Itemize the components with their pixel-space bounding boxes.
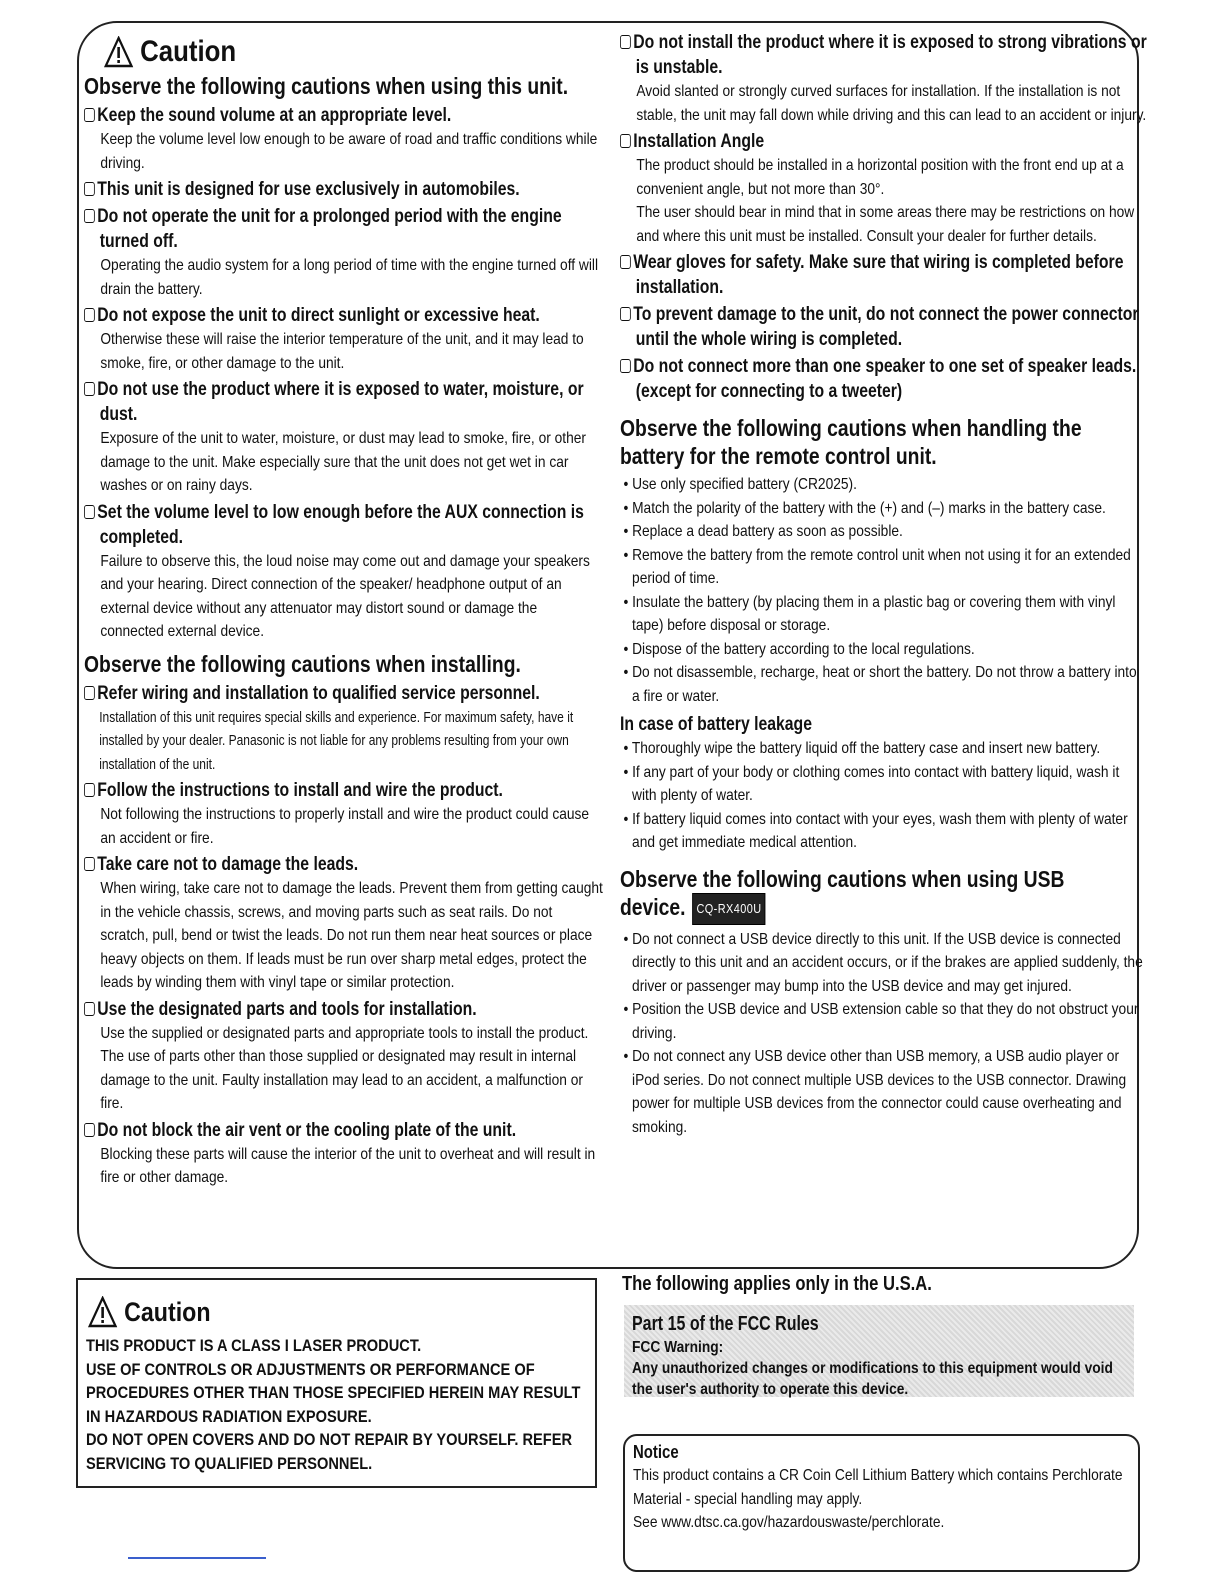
checkbox-bullet-icon	[84, 209, 95, 223]
checkbox-bullet-icon	[84, 1123, 95, 1137]
list-item: • Replace a dead battery as soon as possible.	[623, 523, 903, 540]
battery-list	[620, 473, 1135, 708]
checkbox-bullet-icon	[84, 182, 95, 196]
caution-item	[620, 250, 1135, 300]
checkbox-bullet-icon	[84, 505, 95, 519]
laser-line: THIS PRODUCT IS A CLASS I LASER PRODUCT.	[86, 1336, 422, 1355]
item-body: The product should be installed in a horizontal position with the front end up at a convenient angle, but not more than 30°.	[636, 157, 1124, 198]
item-body: Exposure of the unit to water, moisture, or dust may lead to smoke, fire, or other damage to the unit. Make especially sure that the unit does not get wet in car washes or on rainy days.	[100, 430, 586, 494]
caution-item	[84, 177, 589, 202]
item-body: Avoid slanted or strongly curved surfaces for installation. If the installation is not stable, the unit may fall down while driving and this can lead to an accident or injury.	[636, 83, 1147, 124]
left-column	[84, 34, 603, 1192]
list-item: • Do not disassemble, recharge, heat or short the battery. Do not throw a battery into a fire or water.	[623, 664, 1137, 705]
checkbox-bullet-icon	[84, 308, 95, 322]
divider	[128, 1557, 266, 1559]
caution-item	[620, 30, 1147, 127]
notice-box	[623, 1434, 1140, 1572]
fcc-warning-label: FCC Warning:	[632, 1339, 724, 1356]
item-body: Blocking these parts will cause the interior of the unit to overheat and will result in fire or other damage.	[100, 1145, 596, 1186]
caution-item	[620, 302, 1139, 352]
item-heading: Installation Angle	[633, 131, 765, 152]
caution-item	[84, 681, 589, 777]
leakage-heading: In case of battery leakage	[620, 714, 812, 735]
checkbox-bullet-icon	[620, 35, 631, 49]
usa-section	[622, 1272, 1137, 1397]
checkbox-bullet-icon	[620, 134, 631, 148]
checkbox-bullet-icon	[620, 307, 631, 321]
item-heading: Follow the instructions to install and wire the product.	[97, 780, 503, 801]
checkbox-bullet-icon	[84, 382, 95, 396]
laser-caution-title: Caution	[124, 1297, 211, 1327]
checkbox-bullet-icon	[84, 108, 95, 122]
laser-line: DO NOT OPEN COVERS AND DO NOT REPAIR BY YOURSELF. REFER SERVICING TO QUALIFIED PERSONNEL.	[86, 1430, 573, 1473]
item-body: Not following the instructions to properly install and wire the product could cause an accident or fire.	[100, 806, 590, 847]
right-column	[620, 30, 1147, 1143]
caution-title: Caution	[140, 35, 237, 68]
item-heading: Do not use the product where it is exposed to water, moisture, or dust.	[97, 379, 584, 425]
list-item: • Dispose of the battery according to the local regulations.	[623, 640, 975, 658]
warning-triangle-icon	[88, 1296, 117, 1328]
item-body: Installation of this unit requires special skills and experience. For maximum safety, have it installed by your dealer. Panasonic is not liable for any problems resulting from your own installation of the unit.	[99, 708, 574, 773]
item-body: Keep the volume level low enough to be aware of road and traffic conditions while driving.	[100, 131, 598, 172]
checkbox-bullet-icon	[620, 255, 631, 269]
list-item: • Match the polarity of the battery with the (+) and (–) marks in the battery case.	[623, 499, 1106, 517]
item-body: Failure to observe this, the loud noise may come out and damage your speakers and your hearing. Direct connection of the speaker/ headphone output of an external device without any attenuator may distort sound or damage the connected external device.	[100, 552, 590, 640]
item-body: Use the supplied or designated parts and appropriate tools to install the product. The use of parts other than those supplied or designated may result in internal damage to the unit. Faulty installation may lead to an accident, a malfunction or fire.	[100, 1024, 589, 1112]
leakage-list	[620, 737, 1135, 855]
fcc-warning-text: Any unauthorized changes or modifications to this equipment would void the user's authority to operate this device.	[632, 1360, 1113, 1398]
item-heading: Take care not to damage the leads.	[97, 854, 359, 875]
usb-list	[620, 928, 1143, 1140]
notice-url: See www.dtsc.ca.gov/hazardouswaste/perchlorate.	[633, 1514, 945, 1531]
item-heading: Do not connect more than one speaker to one set of speaker leads. (except for connecting to a tweeter)	[633, 356, 1137, 402]
list-item: • Do not connect a USB device directly to this unit. If the USB device is connected directly to this unit and an accident occurs, or if the brakes are applied suddenly, the driver or passenger may bump into the USB device and may get injured.	[623, 930, 1143, 995]
using-heading: Observe the following cautions when using this unit.	[84, 73, 569, 99]
model-badge: CQ-RX400U	[692, 893, 765, 925]
caution-item	[620, 354, 1135, 404]
item-body: Otherwise these will raise the interior temperature of the unit, and it may lead to smoke, fire, or other damage to the unit.	[100, 331, 584, 372]
item-heading: Do not install the product where it is exposed to strong vibrations or is unstable.	[633, 32, 1147, 78]
item-heading: Do not block the air vent or the cooling plate of the unit.	[97, 1119, 517, 1141]
list-item: • If battery liquid comes into contact with your eyes, wash them with plenty of water and get immediate medical attention.	[623, 810, 1128, 851]
battery-heading: Observe the following cautions when handling the battery for the remote control unit.	[620, 415, 1082, 469]
usb-heading: Observe the following cautions when using USB device. CQ-RX400U	[620, 865, 1135, 925]
item-heading: Wear gloves for safety. Make sure that wiring is completed before installation.	[633, 252, 1124, 298]
notice-line: This product contains a CR Coin Cell Lithium Battery which contains Perchlorate Material - special handling may apply.	[633, 1467, 1123, 1508]
caution-item	[84, 997, 589, 1116]
caution-item	[84, 303, 589, 375]
list-item: • Use only specified battery (CR2025).	[623, 476, 857, 493]
fcc-box	[624, 1305, 1134, 1397]
item-heading: Do not expose the unit to direct sunlight or excessive heat.	[97, 305, 540, 326]
item-body: The user should bear in mind that in some areas there may be restrictions on how and where this unit must be installed. Consult your dealer for further details.	[636, 204, 1135, 245]
item-heading: Do not operate the unit for a prolonged period with the engine turned off.	[97, 206, 562, 252]
item-heading: This unit is designed for use exclusively in automobiles.	[97, 179, 520, 200]
notice-title: Notice	[633, 1442, 679, 1462]
laser-caution-box	[76, 1278, 597, 1488]
caution-item	[84, 103, 598, 175]
item-heading: Set the volume level to low enough before the AUX connection is completed.	[97, 501, 584, 548]
item-heading: Use the designated parts and tools for installation.	[97, 998, 477, 1020]
item-body: Operating the audio system for a long period of time with the engine turned off will drain the battery.	[100, 257, 599, 298]
item-heading: To prevent damage to the unit, do not connect the power connector until the whole wiring is completed.	[633, 304, 1139, 350]
caution-item	[84, 204, 599, 301]
caution-item	[84, 500, 589, 644]
laser-caution-heading	[88, 1294, 517, 1330]
list-item: • Thoroughly wipe the battery liquid off the battery case and insert new battery.	[623, 740, 1101, 757]
warning-triangle-icon	[104, 36, 133, 68]
caution-item	[84, 778, 589, 850]
caution-item	[84, 852, 603, 995]
checkbox-bullet-icon	[620, 359, 631, 373]
list-item: • Do not connect any USB device other than USB memory, a USB audio player or iPod series. Do not connect multiple USB devices to the USB connector. Drawing power for multiple USB devices from the connector could cause overheating and smoking.	[623, 1048, 1127, 1136]
caution-item	[620, 129, 1135, 248]
item-heading: Refer wiring and installation to qualified service personnel.	[97, 682, 540, 704]
usa-heading: The following applies only in the U.S.A.	[622, 1273, 932, 1295]
item-heading: Keep the sound volume at an appropriate level.	[97, 105, 452, 126]
caution-heading	[104, 34, 521, 70]
item-body: When wiring, take care not to damage the leads. Prevent them from getting caught in the vehicle chassis, screws, and moving parts such as seat rails. Do not scratch, pull, bend or twist the leads. Do not run them near heat sources or place heavy objects on them. If leads must be run over sharp metal edges, protect the leads by winding them with vinyl tape or similar protection.	[100, 880, 603, 991]
fcc-title: Part 15 of the FCC Rules	[632, 1313, 819, 1335]
checkbox-bullet-icon	[84, 1002, 95, 1016]
laser-line: USE OF CONTROLS OR ADJUSTMENTS OR PERFORMANCE OF PROCEDURES OTHER THAN THOSE SPECIFIED HEREIN MAY RESULT IN HAZARDOUS RADIATION EXPOSURE.	[86, 1359, 581, 1426]
checkbox-bullet-icon	[84, 783, 95, 797]
list-item: • Insulate the battery (by placing them in a plastic bag or covering them with vinyl tape) before disposal or storage.	[623, 593, 1116, 634]
installing-heading: Observe the following cautions when installing.	[84, 650, 521, 677]
list-item: • Remove the battery from the remote control unit when not using it for an extended period of time.	[623, 546, 1131, 587]
list-item: • If any part of your body or clothing comes into contact with battery liquid, wash it with plenty of water.	[623, 763, 1120, 804]
list-item: • Position the USB device and USB extension cable so that they do not obstruct your driving.	[623, 1001, 1139, 1042]
checkbox-bullet-icon	[84, 686, 95, 700]
caution-item	[84, 377, 589, 498]
caution-item	[84, 1118, 596, 1190]
checkbox-bullet-icon	[84, 857, 95, 871]
